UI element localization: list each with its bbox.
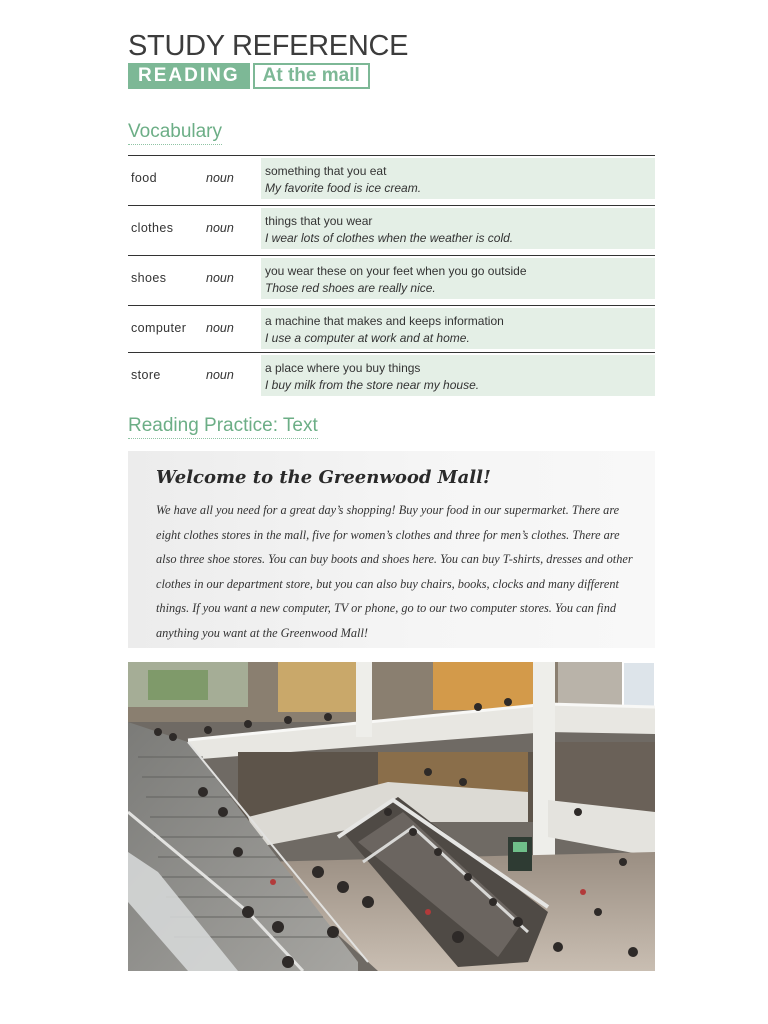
reading-body: We have all you need for a great day’s shopping! Buy your food in our supermarket. There are eight clothes stores in the mall, five for women’s clothes and three for men’s clothes. There are also three shoe stores. You can buy boots and shoes here. You can buy T-shirts, dresses and other clothes in our department store, but you can also buy chairs, books, clocks and many different things. If you want a new computer, TV or phone, go to our two computer stores. You can find anything you want at the Greenwood Mall! <box>156 503 633 640</box>
page-title: STUDY REFERENCE <box>128 30 409 62</box>
vocab-example: I buy milk from the store near my house. <box>265 378 480 392</box>
vocab-part-of-speech: noun <box>206 221 234 235</box>
vocab-word: store <box>131 368 161 382</box>
vocab-word: computer <box>131 321 187 335</box>
vocab-definition-box <box>261 355 655 396</box>
vocab-row <box>128 352 655 402</box>
vocab-definition-box <box>261 208 655 249</box>
vocab-example: My favorite food is ice cream. <box>265 181 422 195</box>
vocab-row <box>128 255 655 305</box>
vocab-definition: something that you eat <box>265 164 387 178</box>
vocab-part-of-speech: noun <box>206 171 234 185</box>
mall-photo <box>128 662 655 971</box>
vocab-example: I use a computer at work and at home. <box>265 331 470 345</box>
vocab-definition: things that you wear <box>265 214 373 228</box>
vocab-word: shoes <box>131 271 167 285</box>
vocab-part-of-speech: noun <box>206 321 234 335</box>
vocab-definition: a place where you buy things <box>265 361 421 375</box>
vocab-row <box>128 305 655 352</box>
topic-label: At the mall <box>253 63 370 89</box>
vocab-row <box>128 155 655 205</box>
reading-practice-heading: Reading Practice: Text <box>128 415 318 439</box>
vocabulary-table <box>128 155 655 402</box>
reading-text-box <box>128 451 655 648</box>
vocabulary-heading: Vocabulary <box>128 121 222 145</box>
vocab-example: I wear lots of clothes when the weather is cold. <box>265 231 514 245</box>
vocab-word: food <box>131 171 157 185</box>
subtitle-bar <box>128 63 370 89</box>
vocab-word: clothes <box>131 221 174 235</box>
reading-title: Welcome to the Greenwood Mall! <box>156 467 491 488</box>
vocab-definition: a machine that makes and keeps information <box>265 314 504 328</box>
section-label: READING <box>128 63 250 89</box>
vocab-definition-box <box>261 308 655 349</box>
vocab-definition-box <box>261 258 655 299</box>
vocab-example: Those red shoes are really nice. <box>265 281 436 295</box>
vocab-row <box>128 205 655 255</box>
vocab-part-of-speech: noun <box>206 368 234 382</box>
vocab-part-of-speech: noun <box>206 271 234 285</box>
vocab-definition: you wear these on your feet when you go outside <box>265 264 527 278</box>
vocab-definition-box <box>261 158 655 199</box>
